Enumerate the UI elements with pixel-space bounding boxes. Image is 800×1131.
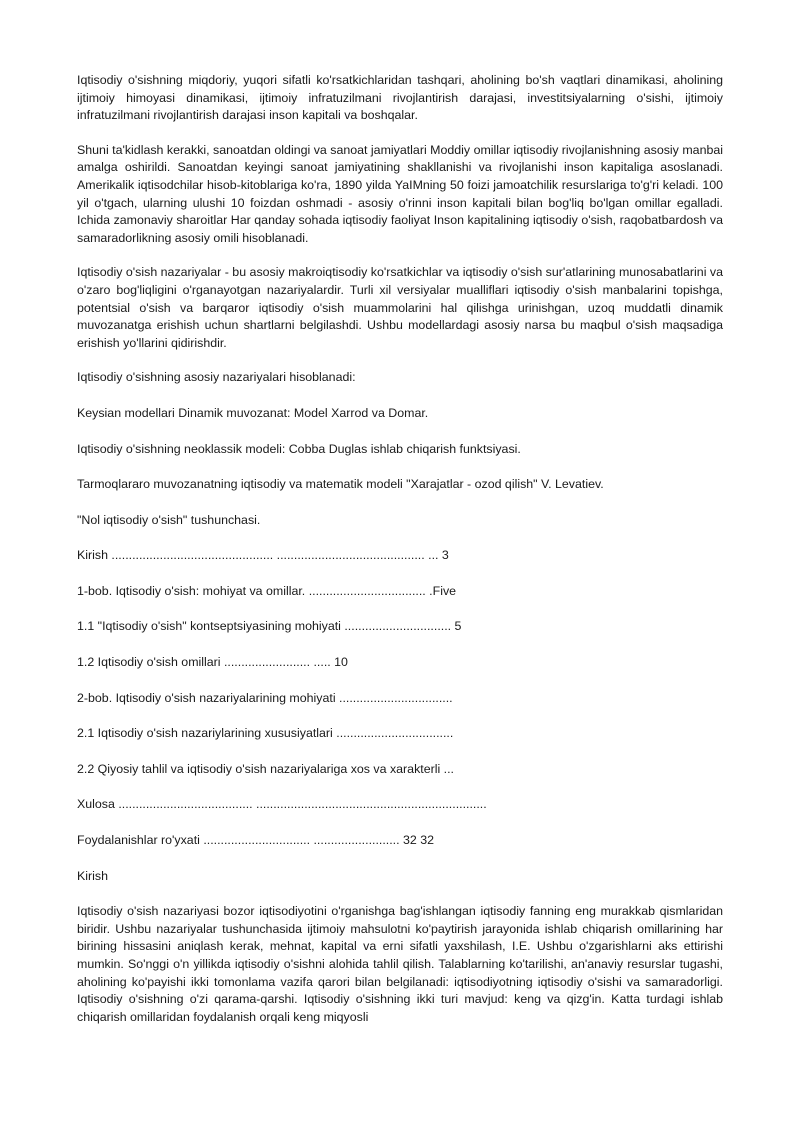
section-heading: Kirish xyxy=(77,868,108,883)
toc-entry: 1-bob. Iqtisodiy o'sish: mohiyat va omillar. .................................. .Five xyxy=(77,583,457,598)
paragraph-growth-indicators: Iqtisodiy o'sishning miqdoriy, yuqori sifatli ko'rsatkichlaridan tashqari, aholining bo'sh vaqtlari dinamikasi, aholining ijtimoiy himoyasi dinamikasi, ijtimoiy infratuzilmani rivojlantirish darajasi, investitsiyalarning o'sishi, ijtimoiy infratuzilmani rivojlantirish darajasi inson kapitali va boshqalar. xyxy=(77,73,723,123)
toc-entry: Foydalanishlar ro'yxati ............................... ......................... 32 32 xyxy=(77,833,434,848)
text-line: Iqtisodiy o'sishning neoklassik modeli: Cobba Duglas ishlab chiqarish funktsiyasi. xyxy=(77,441,521,456)
toc-entry: 2.1 Iqtisodiy o'sish nazariylarining xususiyatlari .................................. xyxy=(77,726,454,741)
text-line: Tarmoqlararo muvozanatning iqtisodiy va matematik modeli "Xarajatlar - ozod qilish" V. Levatiev. xyxy=(77,477,604,492)
toc-entry: 1.1 "Iqtisodiy o'sish" kontseptsiyasining mohiyati ............................... 5 xyxy=(77,619,462,634)
toc-entry: 2.2 Qiyosiy tahlil va iqtisodiy o'sish nazariyalariga xos va xarakterli ... xyxy=(77,761,454,776)
text-line: "Nol iqtisodiy o'sish" tushunchasi. xyxy=(77,512,261,527)
toc-entry: Kirish ............................................... ........................................... ... 3 xyxy=(77,548,449,563)
paragraph-introduction: Iqtisodiy o'sish nazariyasi bozor iqtisodiyotini o'rganishga bag'ishlangan iqtisodiy fanning eng murakkab qismlaridan biridir. Ushbu nazariyalar tushunchasida ijtimoiy mahsulotni ko'paytirish jarayonida ishlab chiqarish omillarining har birining hissasini aniqlash kerak, mehnat, kapital va erni sifatli yaxshilash, I.E. Ushbu o'zgarishlarni aks ettirishi mumkin. So'nggi o'n yillikda iqtisodiy o'sishni alohida tahlil qilish. Talablarning ko'tarilishi, an'anaviy resurslar tugashi, aholining ko'payishi ikki tomonlama vazifa qarori bilan belgilanadi: iqtisodiyotning iqtisodiy o'sishi va samaradorligi. Iqtisodiy o'sishning o'zi qarama-qarshi. Iqtisodiy o'sishning ikki turi mavjud: keng va qizg'in. Katta turdagi ishlab chiqarish omillaridan foydalanish orqali keng miqyosli xyxy=(77,904,723,1024)
toc-entry: 1.2 Iqtisodiy o'sish omillari ......................... ..... 10 xyxy=(77,655,348,670)
table-of-contents xyxy=(77,547,723,849)
paragraph-growth-theories: Iqtisodiy o'sish nazariyalar - bu asosiy makroiqtisodiy ko'rsatkichlar va iqtisodiy o'sish sur'atlarining munosabatlarini va o'zaro bog'liqligini o'rganayotgan nazariyalardir. Turli xil versiyalar mualliflari iqtisodiy o'sish manbalarini topishga, potentsial o'sish va barqaror iqtisodiy o'sish muammolarini hal qilishga urinishgan, uzoq muddatli dinamik muvozanatga erishish uchun shartlarni belgilashdi. Ushbu modellardagi asosiy narsa bu maqbul o'sish maqsadiga erishish yo'llarini qidirishdir. xyxy=(77,265,723,350)
text-line: Keysian modellari Dinamik muvozanat: Model Xarrod va Domar. xyxy=(77,405,429,420)
text-line: Iqtisodiy o'sishning asosiy nazariyalari hisoblanadi: xyxy=(77,370,356,385)
document-page xyxy=(77,72,723,1043)
toc-entry: 2-bob. Iqtisodiy o'sish nazariyalarining mohiyati ................................. xyxy=(77,690,453,705)
toc-entry: Xulosa ....................................... ................................................................... xyxy=(77,797,487,812)
paragraph-human-capital: Shuni ta'kidlash kerakki, sanoatdan oldingi va sanoat jamiyatlari Moddiy omillar iqtisodiy rivojlanishning asosiy manbai amalga oshirildi. Sanoatdan keyingi sanoat jamiyatining shakllanishi va rivojlanishi inson kapitaliga asoslanadi. Amerikalik iqtisodchilar hisob-kitoblariga ko'ra, 1890 yilda YaIMning 50 foizi jamoatchilik resurslariga to'g'ri keladi. 100 yil o'tgach, ularning ulushi 10 foizdan oshmadi - asosiy o'rinni inson kapitali bilan bog'liq bo'lgan omillar egalladi. Ichida zamonaviy sharoitlar Har qanday sohada iqtisodiy faoliyat Inson kapitalining iqtisodiy o'sish, raqobatbardosh va samaradorlikning asosiy omili hisoblanadi. xyxy=(77,142,723,245)
